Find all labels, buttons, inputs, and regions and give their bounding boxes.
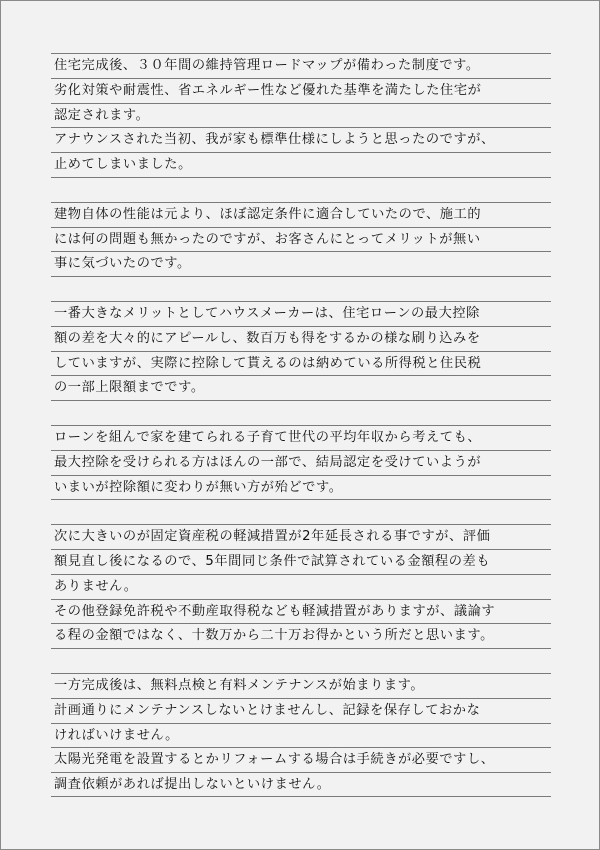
text-line: 額見直し後になるので、5年間同じ条件で試算されている金額程の差も	[51, 549, 551, 574]
text-line: 次に大きいのが固定資産税の軽減措置が2年延長される事ですが、評価	[51, 524, 551, 549]
text-line: 太陽光発電を設置するとかリフォームする場合は手続きが必要ですし、	[51, 747, 551, 772]
text-line: ければいけません。	[51, 723, 551, 748]
blank-ruled-line	[51, 400, 551, 425]
blank-ruled-line	[51, 499, 551, 524]
text-line: いまいが控除額に変わりが無い方が殆どです。	[51, 475, 551, 500]
text-line: 額の差を大々的にアピールし、数百万も得をするかの様な刷り込みを	[51, 326, 551, 351]
text-line: 認定されます。	[51, 103, 551, 128]
blank-ruled-line	[51, 648, 551, 673]
text-line: アナウンスされた当初、我が家も標準仕様にしようと思ったのですが、	[51, 127, 551, 152]
text-line: 最大控除を受けられる方はほんの一部で、結局認定を受けていようが	[51, 450, 551, 475]
text-line: 劣化対策や耐震性、省エネルギー性など優れた基準を満たした住宅が	[51, 78, 551, 103]
blank-ruled-line	[51, 276, 551, 301]
ruled-text-block	[51, 53, 551, 797]
text-line: 事に気づいたのです。	[51, 251, 551, 276]
text-line: 建物自体の性能は元より、ほぼ認定条件に適合していたので、施工的	[51, 202, 551, 227]
text-line: ローンを組んで家を建てられる子育て世代の平均年収から考えても、	[51, 425, 551, 450]
text-line: の一部上限額までです。	[51, 375, 551, 400]
text-line: る程の金額ではなく、十数万から二十万お得かという所だと思います。	[51, 623, 551, 648]
text-line: 住宅完成後、３０年間の維持管理ロードマップが備わった制度です。	[51, 53, 551, 78]
text-line: していますが、実際に控除して貰えるのは納めている所得税と住民税	[51, 351, 551, 376]
text-line: 調査依頼があれば提出しないといけません。	[51, 772, 551, 797]
text-line: には何の問題も無かったのですが、お客さんにとってメリットが無い	[51, 227, 551, 252]
text-line: 計画通りにメンテナンスしないとけませんし、記録を保存しておかな	[51, 698, 551, 723]
blank-ruled-line	[51, 177, 551, 202]
text-line: 止めてしまいました。	[51, 152, 551, 177]
text-line: 一方完成後は、無料点検と有料メンテナンスが始まります。	[51, 673, 551, 698]
text-line: 一番大きなメリットとしてハウスメーカーは、住宅ローンの最大控除	[51, 301, 551, 326]
text-line: ありません。	[51, 574, 551, 599]
text-line: その他登録免許税や不動産取得税なども軽減措置がありますが、議論す	[51, 599, 551, 624]
